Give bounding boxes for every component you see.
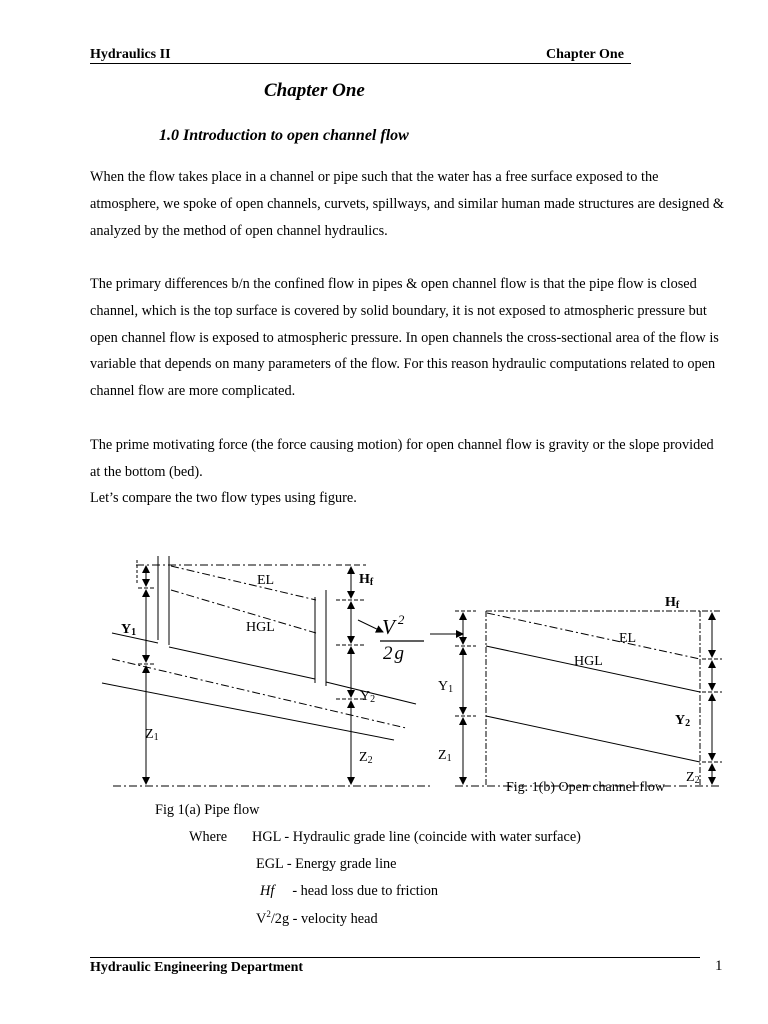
label-y2-pipe: Y2 (360, 689, 376, 705)
velocity-head-denominator: 2g (383, 643, 406, 664)
paragraph-motivating-force: The prime motivating force (the force causing motion) for open channel flow is gravity or the slope provided at the bottom (bed). (90, 437, 714, 480)
label-hf-channel: Hf (665, 595, 680, 611)
label-y1-pipe: Y1 (121, 622, 137, 638)
label-el-pipe: EL (257, 573, 275, 588)
label-z1-channel: Z1 (438, 748, 452, 764)
legend-hgl: HGL - Hydraulic grade line (coincide with water surface) (252, 829, 581, 845)
channel-bed (486, 716, 700, 762)
label-hgl-channel: HGL (574, 654, 603, 669)
page-number: 1 (715, 958, 723, 974)
label-z1-pipe: Z1 (145, 727, 159, 743)
caption-pipe-flow: Fig 1(a) Pipe flow (155, 802, 260, 818)
energy-line-channel (487, 613, 700, 659)
chapter-title: Chapter One (264, 80, 365, 101)
pipe-flow-labels (121, 572, 375, 766)
header-left: Hydraulics II (90, 47, 171, 62)
legend-vh-base: V (256, 910, 267, 927)
legend-hf (260, 883, 438, 900)
header-rule (90, 63, 631, 64)
paragraph-intro: When the flow takes place in a channel or pipe such that the water has a free surface exposed to the atmosphere, we spoke of open channels, curvets, spillways, and similar human made structures are designed & analyzed by the method of open channel hydraulics. (90, 169, 725, 239)
legend-velocity-head (256, 909, 378, 928)
legend-hf-symbol: Hf (260, 883, 275, 899)
legend-where: Where (189, 829, 228, 845)
header-right: Chapter One (546, 47, 624, 62)
label-y2-channel: Y2 (675, 713, 691, 729)
energy-line-pipe (171, 566, 316, 600)
velocity-head-numerator: V $^2$ (382, 612, 405, 639)
label-y1-channel: Y1 (438, 679, 454, 695)
water-surface-channel (486, 646, 700, 692)
label-z2-pipe: Z2 (359, 750, 373, 766)
pipe-flow-diagram (102, 556, 430, 786)
legend-vh-exp: 2 (266, 909, 271, 919)
label-z2-channel: Z2 (686, 770, 700, 786)
velocity-head-formula (380, 612, 424, 664)
footer-department: Hydraulic Engineering Department (90, 960, 304, 975)
footer-rule (90, 957, 700, 958)
legend-hf-desc: - head loss due to friction (292, 883, 439, 899)
label-el-channel: EL (619, 631, 637, 646)
label-hgl-pipe: HGL (246, 620, 275, 635)
section-title: 1.0 Introduction to open channel flow (159, 127, 409, 144)
flow-figure (95, 545, 735, 795)
hgl-line-pipe (171, 590, 316, 633)
pipe-top-wall-b (169, 647, 315, 679)
open-channel-diagram (455, 611, 722, 786)
legend-vh-rest: /2g - velocity head (270, 910, 378, 927)
legend-egl: EGL - Energy grade line (256, 856, 397, 872)
open-channel-labels (438, 595, 700, 795)
arrow-to-velocity-head-left (358, 620, 383, 632)
caption-open-channel: Fig. 1(b) Open channel flow (506, 780, 666, 795)
paragraph-differences: The primary differences b/n the confined flow in pipes & open channel flow is that the pipe flow is closed channel, which is the top surface is covered by solid boundary, it is not exposed to atmospheric pressure but open channel flow is exposed to atmospheric pressure. In open channels the cross-sectional area of the flow is variable that depends on many parameters of the flow. For this reason hydraulic computations related to open channel flow are more complicated. (90, 276, 719, 400)
label-hf-pipe: Hf (359, 572, 374, 588)
paragraph-compare: Let’s compare the two flow types using figure. (90, 490, 357, 506)
